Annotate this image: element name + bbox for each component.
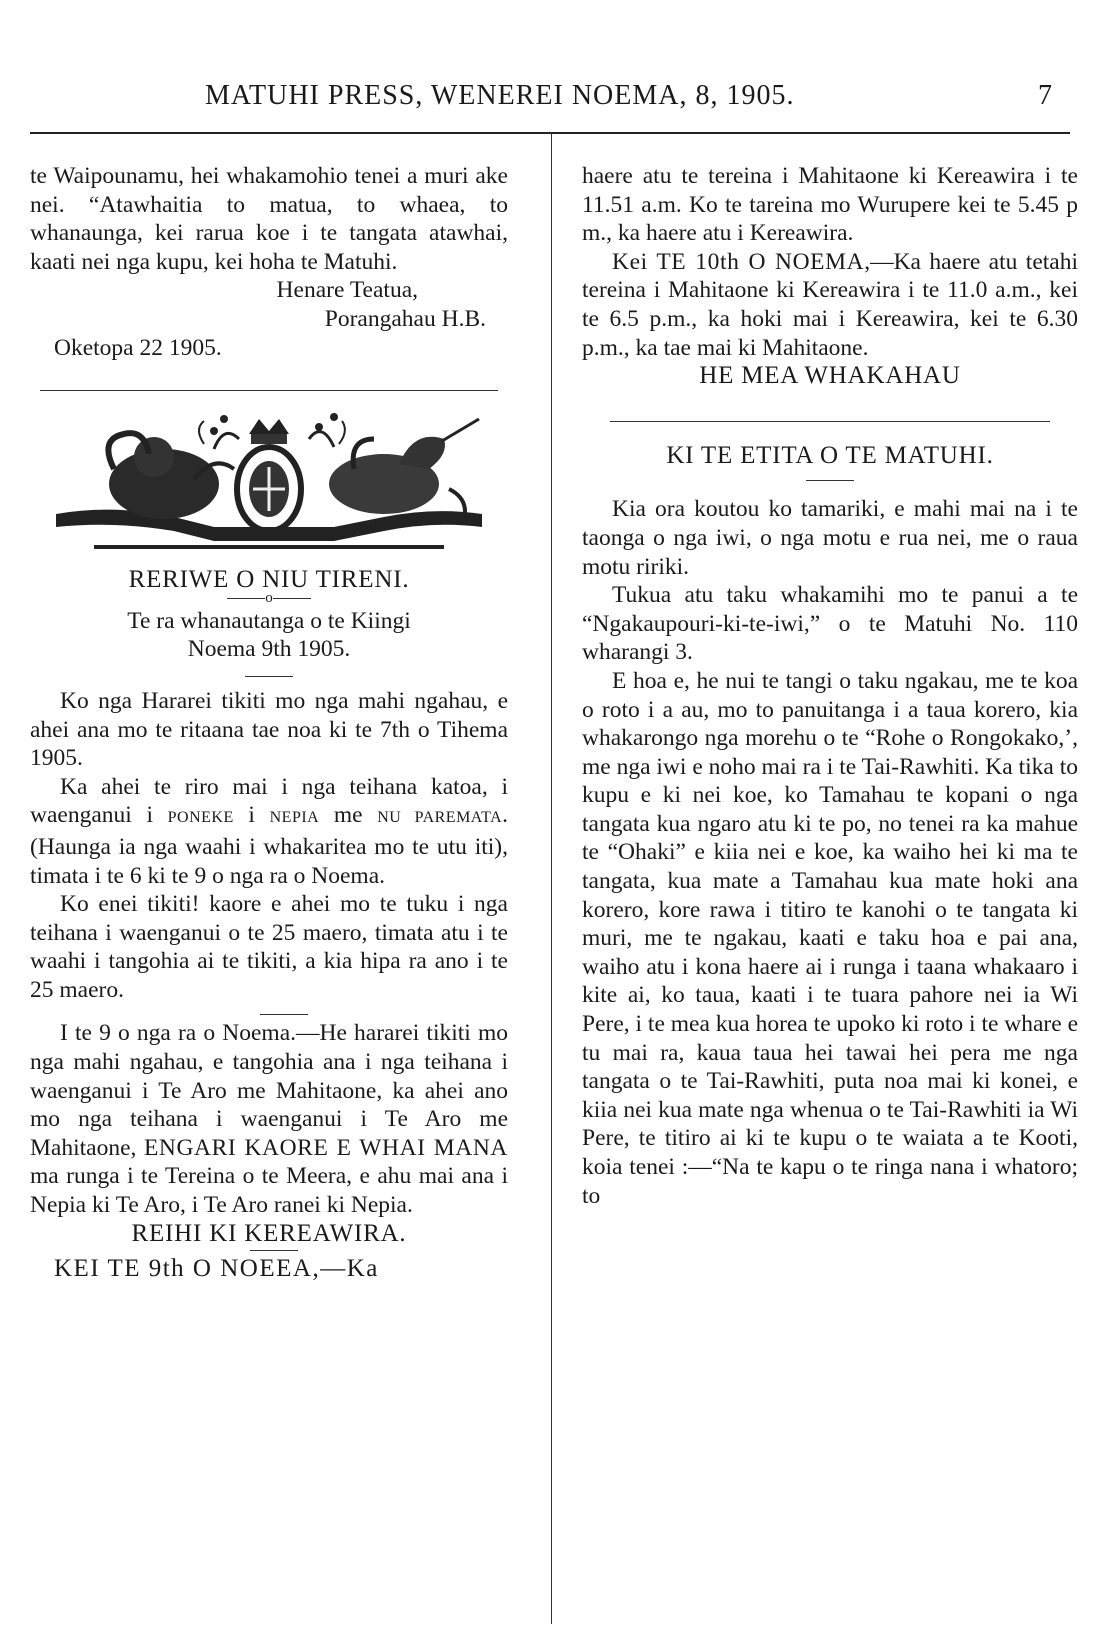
short-rule [806,480,854,481]
dash-left [227,598,265,599]
newspaper-header-title: MATUHI PRESS, WENEREI NOEMA, 8, 1905. [205,80,795,111]
notice-paragraph: Ko enei tikiti! kaore e ahei mo te tuku i nga teihana i waenganui o te 25 maero, timata atu i te waahi i tangohia ai te tikiti, a kia hipa ra ano i te 25 maero. [30,891,508,1003]
page-number: 7 [1038,80,1052,111]
notice-paragraph [30,773,508,890]
letter-ending: te Waipounamu, hei whakamohio tenei a muri ake nei. “Atawhaitia to matua, to whaea, to whanaunga, kei rarua koe i te tangata atawhai, kaati nei nga kupu, kei hoha te Matuhi. [30,163,508,275]
separator-o: o [265,589,273,606]
signature-date: Oketopa 22 1905. [54,334,222,361]
notice-date: Noema 9th 1905. [187,636,351,663]
notice-continuation: haere atu te tereina i Mahitaone ki Kereawira i te 11.51 a.m. Ko te tareina mo Wurupere kei te 5.45 p m., ka haere atu i Kereawira. [582,163,1078,247]
notice-start: KEI TE 9th O NOEEA,—Ka [54,1255,379,1283]
place-name: NEPIA [269,809,320,827]
notice-paragraph: Ko nga Hararei tikiti mo nga mahi ngahau, e ahei ana mo te ritaana tae noa ki te 7th o Tihema 1905. [30,687,508,772]
letter-paragraph: Kia ora koutou ko tamariki, e mahi mai na i te taonga o nga iwi, o nga motu e rua nei, me o raua motu ririki. [582,496,1078,580]
text-run: ,—Ka haere atu tetahi tereina i Mahitaone ki Kereawira i te 11.0 a.m., kei te 6.5 p.m., ka hoki mai i Kereawira, kei te 6.30 p.m., ka tae mai ki Mahitaone. [582,248,1078,361]
notice-authority: HE MEA WHAKAHAU [699,362,961,390]
notice-paragraph [30,1019,508,1219]
short-rule [250,1250,298,1251]
emphasis-text: Kei TE 10th O NOEMA [612,248,865,275]
notice-subtitle: Te ra whanautanga o te Kiingi [127,607,411,634]
notice-title: RERIWE O NIU TIRENI. [128,566,410,594]
text-run: ma runga i te Tereina o te Meera, e ahu mai ana i Nepia ki Te Aro, i Te Aro ranei ki Nepia. [30,1163,508,1219]
letter-heading: KI TE ETITA O TE MATUHI. [666,441,994,469]
section-heading: REIHI KI KEREAWIRA. [131,1219,407,1247]
page-header [30,80,1070,120]
text-run: i [233,802,270,829]
place-name: NU PAREMATA [377,809,503,827]
short-rule [260,1014,308,1015]
signature-place: Porangahau H.B. [324,305,486,332]
header-rule [30,132,1070,134]
signature-name: Henare Teatua, [276,277,418,304]
letter-paragraph: E hoa e, he nui te tangi o taku ngakau, me te koa o roto i a au, mo to panuitanga i a taua korero, kia whakarongo nga morehu o te “Rohe o Rongokako,’, me nga iwi e noho mai ra i te Tai-Rawhiti. Ka tika to kupu e ki nei koe, ko Tamahau te kopani o nga tangata kua ngaro atu ki te po, no tenei ra ka mahue te “Ohaki” e kiia nei e koe, ka waiho hei ki ma te tangata, kua mate a Tamahau kua mate hoki ana korero, kore rawa i titiro te kanohi o te tangata ki muri, me te ngakau, kaati e taku hoa e pai ana, waiho atu i kona haere ai i runga i taana whakaaro i kite ai, ko taua, kaati i te tuara pahore nei ia Wi Pere, i te mea kua horea te upoko ki roto i te whare e tu mai ra, kaua taua hei tawai hei pera me nga tangata o te Tai-Rawhiti, puta noa mai ki konei, e kiia nei kua mate nga whenua o te Tai-Rawhiti ia Wi Pere, te titiro ai ki te kupu o te waiata a te Kooti, koia tenei :—“Na te kapu o te ringa nana i whatoro; to [582,667,1078,1209]
column-divider [551,134,552,1624]
right-column [582,162,1078,1210]
text-run: . (Haunga ia nga waahi i whakaritea mo te utu iti), timata i te 6 ki te 9 o nga ra o Noema. [30,802,509,889]
short-rule [245,676,293,677]
left-column [30,162,508,1284]
section-rule [40,390,498,391]
royal-coat-of-arms-icon [54,409,484,554]
letter-paragraph: Tukua atu taku whakamihi mo te panui a te “Ngakaupouri-ki-te-iwi,” o te Matuhi No. 110 wharangi 3. [582,582,1078,666]
place-name: PONEKE [167,809,234,827]
section-rule [610,421,1050,422]
text-run: me [319,802,378,829]
dash-right [273,598,311,599]
notice-separator [30,589,508,607]
emphasis-text: ENGARI KAORE E WHAI MANA [143,1134,508,1161]
text-run: Ka ahei te riro mai i nga teihana katoa, i waenganui i [30,773,508,829]
notice-paragraph [582,248,1078,362]
text-run: I te 9 o nga ra o Noema.—He hararei tikiti mo nga mahi ngahau, e tangohia ana i nga teihana i waenganui i Te Aro me Mahitaone, ka ahei ano mo nga teihana i waenganui i Te Aro me Mahitaone, [30,1020,508,1161]
